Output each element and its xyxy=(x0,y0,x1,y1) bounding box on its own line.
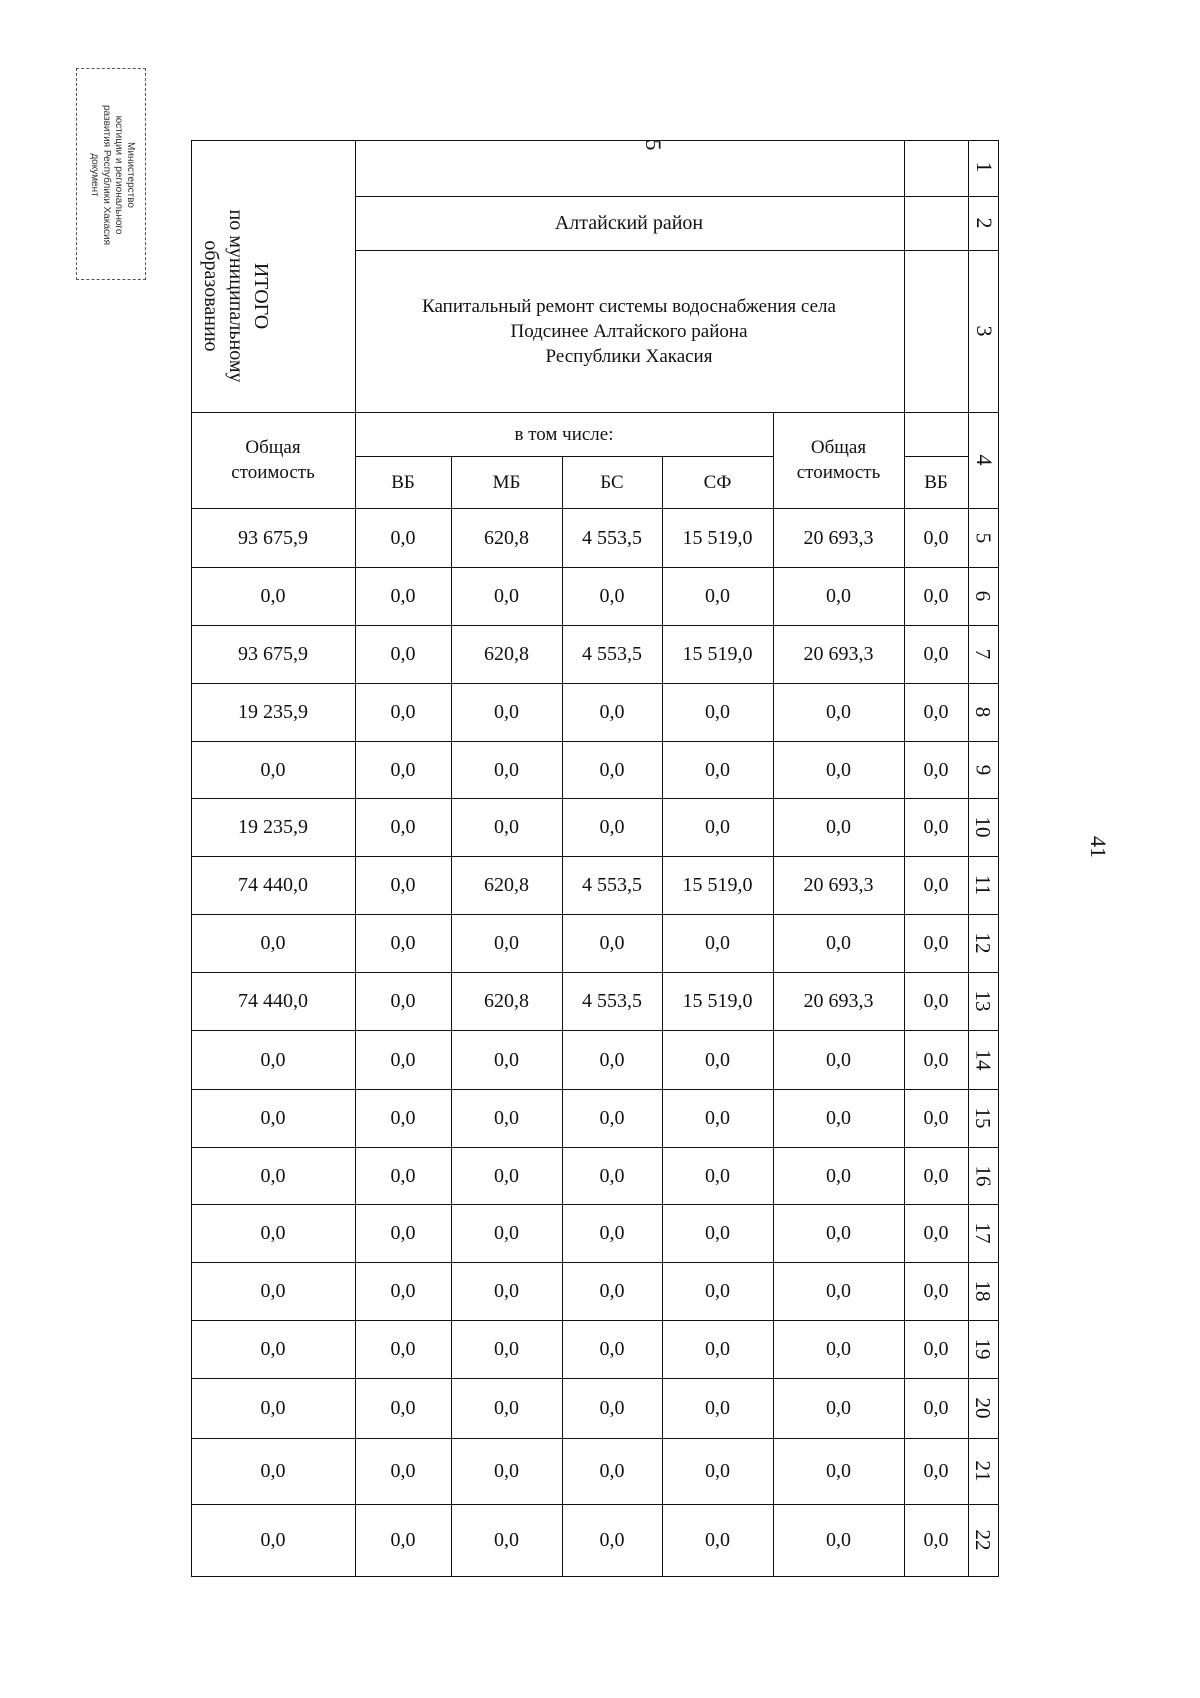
cell-cost: 0,0 xyxy=(826,585,851,607)
row-number: 19 xyxy=(971,1338,996,1360)
cell-vb: 0,0 xyxy=(390,1280,416,1302)
cell-bs: 0,0 xyxy=(599,701,625,723)
project-cost-header-label: Общая стоимость xyxy=(796,437,881,483)
cell-bs: 0,0 xyxy=(599,1164,625,1187)
cell-vb: 0,0 xyxy=(390,701,416,723)
project-name xyxy=(355,250,903,412)
cell-mb: 620,8 xyxy=(484,526,529,549)
cell-cost: 20 693,3 xyxy=(803,990,874,1012)
cell-mb: 0,0 xyxy=(494,1164,519,1187)
col-number-4: 4 xyxy=(972,454,997,466)
cell-total: 19 235,9 xyxy=(238,701,308,723)
row-number: 16 xyxy=(971,1165,996,1186)
section-number: 5 xyxy=(641,139,666,151)
bs-header: БС xyxy=(600,471,624,493)
cell-mb: 0,0 xyxy=(494,758,519,781)
cell-total: 0,0 xyxy=(260,1280,286,1302)
cell-total: 74 440,0 xyxy=(238,874,308,896)
cell-bs: 0,0 xyxy=(599,816,625,838)
cell-bs: 4 553,5 xyxy=(582,990,642,1012)
cell-mb: 620,8 xyxy=(484,874,529,896)
cell-cost: 0,0 xyxy=(826,1107,851,1129)
cell-total: 0,0 xyxy=(260,1529,286,1551)
cell-cost: 0,0 xyxy=(826,816,851,838)
cell-cost: 0,0 xyxy=(826,1164,851,1187)
cell-sf: 15 519,0 xyxy=(682,643,753,665)
cell-vb: 0,0 xyxy=(390,526,416,549)
cell-sf: 0,0 xyxy=(705,1222,730,1244)
cell-vb: 0,0 xyxy=(390,1529,416,1551)
cell-mb: 0,0 xyxy=(494,1397,519,1419)
row-number: 10 xyxy=(971,816,996,838)
row-number: 14 xyxy=(971,1049,996,1070)
stamp-line: документ xyxy=(89,153,100,197)
col-number-2: 2 xyxy=(972,217,997,229)
cell-sf: 0,0 xyxy=(705,1529,730,1551)
cell-sf: 15 519,0 xyxy=(682,526,753,549)
cell-vb2: 0,0 xyxy=(923,701,949,723)
total-cost-header-label: Общая стоимость xyxy=(231,437,315,483)
stamp-line: Министерство xyxy=(125,142,136,208)
cell-vb: 0,0 xyxy=(390,932,416,954)
cell-cost: 0,0 xyxy=(826,758,851,781)
cell-sf: 0,0 xyxy=(705,758,730,781)
cell-total: 74 440,0 xyxy=(238,990,308,1012)
cell-bs: 0,0 xyxy=(599,1397,625,1419)
total-label-line: по муниципальному xyxy=(225,209,248,383)
stamp-line: юстиции и регионального xyxy=(113,115,124,235)
cell-cost: 20 693,3 xyxy=(803,874,874,896)
cell-cost: 20 693,3 xyxy=(803,643,874,665)
cell-total: 0,0 xyxy=(260,585,286,607)
page-number: 41 xyxy=(1086,836,1111,858)
cell-sf: 0,0 xyxy=(705,816,730,838)
cell-bs: 4 553,5 xyxy=(582,643,642,665)
cell-vb2: 0,0 xyxy=(923,816,949,838)
cell-mb: 620,8 xyxy=(484,643,529,665)
cell-mb: 0,0 xyxy=(494,1048,519,1071)
cell-mb: 0,0 xyxy=(494,1107,519,1129)
project-vb-header: ВБ xyxy=(924,471,948,493)
cell-vb: 0,0 xyxy=(390,1048,416,1071)
row-number: 7 xyxy=(971,648,996,660)
cell-vb2: 0,0 xyxy=(923,526,949,549)
cell-vb2: 0,0 xyxy=(923,932,949,954)
cell-cost: 0,0 xyxy=(826,1048,851,1071)
cell-vb2: 0,0 xyxy=(923,758,949,781)
cell-vb: 0,0 xyxy=(390,1107,416,1129)
cell-vb2: 0,0 xyxy=(923,1529,949,1551)
col-number-3: 3 xyxy=(972,325,997,337)
col-number-1: 1 xyxy=(972,161,997,173)
cell-vb2: 0,0 xyxy=(923,1107,949,1129)
cell-sf: 0,0 xyxy=(705,1164,730,1187)
cell-sf: 15 519,0 xyxy=(682,874,753,896)
total-cost-header xyxy=(191,412,355,508)
cell-bs: 0,0 xyxy=(599,1280,625,1302)
row-number: 11 xyxy=(971,874,996,896)
cell-vb: 0,0 xyxy=(390,758,416,781)
table-right-border xyxy=(998,140,999,1576)
cell-mb: 620,8 xyxy=(484,990,529,1012)
cell-total: 0,0 xyxy=(260,1460,286,1482)
cell-vb2: 0,0 xyxy=(923,643,949,665)
cell-vb2: 0,0 xyxy=(923,874,949,896)
cell-bs: 0,0 xyxy=(599,1338,625,1360)
cell-vb2: 0,0 xyxy=(923,990,949,1012)
cell-cost: 0,0 xyxy=(826,1280,851,1302)
cell-vb: 0,0 xyxy=(390,1222,416,1244)
cell-cost: 0,0 xyxy=(826,1460,851,1482)
row-number: 18 xyxy=(971,1280,996,1302)
cell-sf: 0,0 xyxy=(705,1338,730,1360)
cell-sf: 0,0 xyxy=(705,932,730,954)
cell-total: 0,0 xyxy=(260,1048,286,1071)
cell-sf: 15 519,0 xyxy=(682,990,753,1012)
row-number: 22 xyxy=(971,1529,996,1551)
row-number: 20 xyxy=(971,1397,996,1419)
cell-mb: 0,0 xyxy=(494,1460,519,1482)
cell-cost: 0,0 xyxy=(826,1222,851,1244)
cell-bs: 0,0 xyxy=(599,1529,625,1551)
cell-mb: 0,0 xyxy=(494,585,519,607)
cell-cost: 0,0 xyxy=(826,1397,851,1419)
cell-vb: 0,0 xyxy=(390,585,416,607)
cell-cost: 0,0 xyxy=(826,1338,851,1360)
cell-cost: 0,0 xyxy=(826,701,851,723)
cell-mb: 0,0 xyxy=(494,1280,519,1302)
project-name-line: Капитальный ремонт системы водоснабжения села xyxy=(422,295,836,317)
cell-mb: 0,0 xyxy=(494,932,519,954)
cell-total: 0,0 xyxy=(260,1222,286,1244)
stamp-text xyxy=(88,75,136,275)
cell-vb2: 0,0 xyxy=(923,1280,949,1302)
project-name-line: Подсинее Алтайского района xyxy=(510,320,748,342)
cell-bs: 0,0 xyxy=(599,1107,625,1129)
cell-mb: 0,0 xyxy=(494,1222,519,1244)
region-name: Алтайский район xyxy=(554,211,704,234)
total-label xyxy=(161,171,311,421)
cell-sf: 0,0 xyxy=(705,1280,730,1302)
table-bottom-border xyxy=(191,1576,999,1577)
total-label-line: образованию xyxy=(200,240,223,352)
row-number: 5 xyxy=(971,532,996,543)
cell-vb2: 0,0 xyxy=(923,1164,949,1187)
row-number: 8 xyxy=(971,706,996,718)
cell-total: 93 675,9 xyxy=(238,643,308,665)
cell-sf: 0,0 xyxy=(705,1397,730,1419)
cell-mb: 0,0 xyxy=(494,816,519,838)
row-number: 6 xyxy=(971,590,996,602)
cell-vb: 0,0 xyxy=(390,1338,416,1360)
cell-total: 19 235,9 xyxy=(238,816,308,838)
cell-total: 0,0 xyxy=(260,1107,286,1129)
cell-bs: 0,0 xyxy=(599,1048,625,1071)
cell-sf: 0,0 xyxy=(705,1460,730,1482)
row-number: 17 xyxy=(971,1222,996,1244)
cell-vb: 0,0 xyxy=(390,874,416,896)
cell-vb: 0,0 xyxy=(390,1460,416,1482)
cell-vb2: 0,0 xyxy=(923,1460,949,1482)
cell-sf: 0,0 xyxy=(705,701,730,723)
cell-bs: 0,0 xyxy=(599,585,625,607)
vb-header: ВБ xyxy=(391,471,415,493)
cell-bs: 0,0 xyxy=(599,1222,625,1244)
registration-stamp xyxy=(76,68,146,280)
cell-vb2: 0,0 xyxy=(923,1397,949,1419)
row-number: 9 xyxy=(971,764,996,775)
row-number: 15 xyxy=(971,1107,996,1129)
row-number: 13 xyxy=(971,990,996,1012)
cell-total: 93 675,9 xyxy=(238,526,308,549)
stamp-line: развития Республики Хакасия xyxy=(101,105,112,245)
cell-mb: 0,0 xyxy=(494,1338,519,1360)
project-cost-header xyxy=(773,412,904,508)
cell-sf: 0,0 xyxy=(705,585,730,607)
cell-cost: 20 693,3 xyxy=(803,526,874,549)
cell-vb: 0,0 xyxy=(390,1397,416,1419)
cell-bs: 4 553,5 xyxy=(582,874,642,896)
sf-header: СФ xyxy=(703,471,732,493)
cell-total: 0,0 xyxy=(260,1397,286,1419)
total-label-line: ИТОГО xyxy=(250,262,273,330)
table-top-border xyxy=(191,140,999,141)
cell-bs: 0,0 xyxy=(599,1460,625,1482)
cell-mb: 0,0 xyxy=(494,1529,519,1551)
cell-vb2: 0,0 xyxy=(923,1222,949,1244)
cell-vb2: 0,0 xyxy=(923,1338,949,1360)
row-number: 21 xyxy=(971,1460,996,1482)
cell-sf: 0,0 xyxy=(705,1048,730,1071)
cell-total: 0,0 xyxy=(260,932,286,954)
cell-total: 0,0 xyxy=(260,1164,286,1187)
row-number: 12 xyxy=(971,932,996,954)
cell-bs: 4 553,5 xyxy=(582,526,642,549)
cell-cost: 0,0 xyxy=(826,932,851,954)
cell-total: 0,0 xyxy=(260,758,286,781)
cell-vb2: 0,0 xyxy=(923,1048,949,1071)
cell-vb: 0,0 xyxy=(390,1164,416,1187)
cell-mb: 0,0 xyxy=(494,701,519,723)
cell-total: 0,0 xyxy=(260,1338,286,1360)
cell-cost: 0,0 xyxy=(826,1529,851,1551)
cell-bs: 0,0 xyxy=(599,932,625,954)
cell-sf: 0,0 xyxy=(705,1107,730,1129)
including-header: в том числе: xyxy=(514,423,614,445)
cell-vb2: 0,0 xyxy=(923,585,949,607)
cell-bs: 0,0 xyxy=(599,758,625,781)
cell-vb: 0,0 xyxy=(390,643,416,665)
cell-vb: 0,0 xyxy=(390,816,416,838)
mb-header: МБ xyxy=(492,471,521,493)
project-name-line: Республики Хакасия xyxy=(545,345,713,367)
cell-vb: 0,0 xyxy=(390,990,416,1012)
